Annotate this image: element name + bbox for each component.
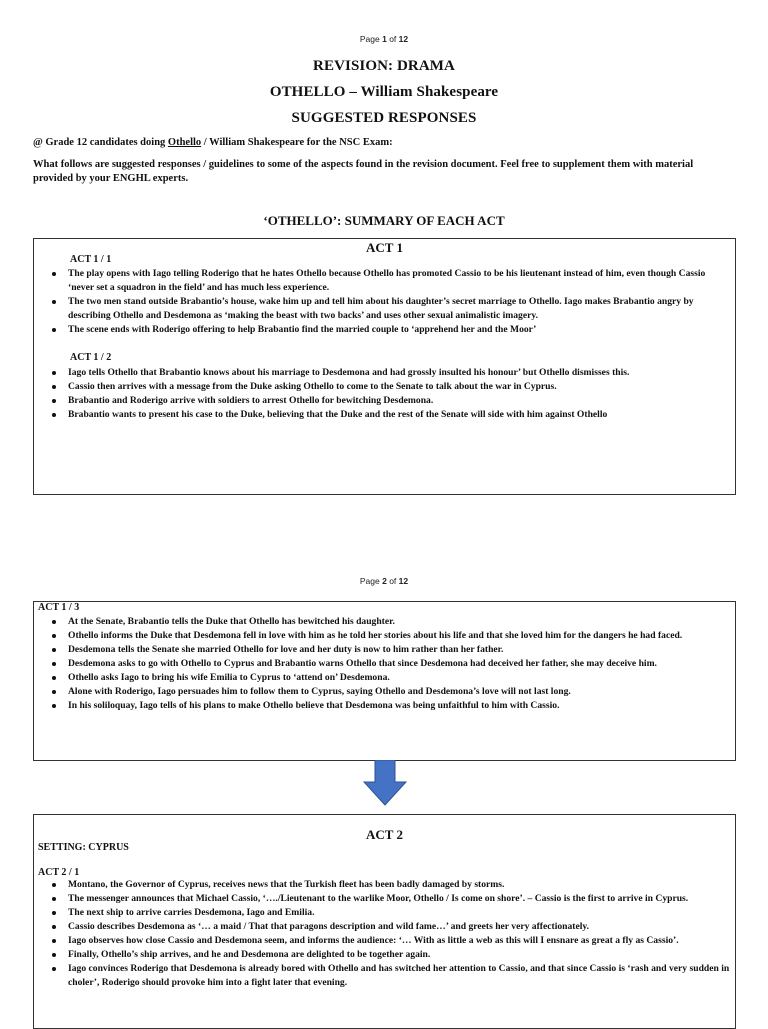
scene-1-1-list: [34, 267, 730, 337]
list-item: At the Senate, Brabantio tells the Duke that Othello has bewitched his daughter.: [34, 615, 730, 629]
summary-heading: ‘OTHELLO’: SUMMARY OF EACH ACT: [263, 213, 505, 228]
scene-label-1-3: ACT 1 / 3: [38, 602, 80, 613]
list-item: In his soliloquay, Iago tells of his plans to make Othello believe that Desdemona was being unfaithful to him with Cassio.: [34, 699, 730, 713]
act-2-box: [33, 814, 736, 1029]
scene-1-3-list: [34, 615, 730, 713]
list-item: The play opens with Iago telling Roderigo that he hates Othello because Othello has promoted Cassio to be his lieutenant instead of him, even though Cassio ‘never set a squadron in the field’ and has much less experience.: [34, 267, 730, 295]
play-title: OTHELLO – William Shakespeare: [269, 84, 499, 100]
act-2-heading: ACT 2: [366, 827, 403, 842]
list-item: Desdemona asks to go with Othello to Cyprus and Brabantio warns Othello that since Desdemona had deceived her father, she may deceive him.: [34, 657, 730, 671]
list-item: Iago tells Othello that Brabantio knows about his marriage to Desdemona and had grossly insulted his honour’ but Othello dismisses this.: [34, 366, 730, 380]
list-item: Brabantio and Roderigo arrive with soldiers to arrest Othello for bewitching Desdemona.: [34, 394, 730, 408]
act-1-3-box: [33, 601, 736, 761]
intro-line: @ Grade 12 candidates doing Othello / William Shakespeare for the NSC Exam:: [33, 137, 393, 148]
list-item: Finally, Othello’s ship arrives, and he and Desdemona are delighted to be together again.: [34, 948, 730, 962]
list-item: Brabantio wants to present his case to the Duke, believing that the Duke and the rest of the Senate will side with him against Othello: [34, 408, 730, 422]
list-item: The next ship to arrive carries Desdemona, Iago and Emilia.: [34, 906, 730, 920]
list-item: Iago observes how close Cassio and Desdemona seem, and informs the audience: ‘… With as little a web as this will I ensnare as great a fly as Cassio’.: [34, 934, 730, 948]
scene-label-2-1: ACT 2 / 1: [38, 867, 80, 878]
scene-label-1-1: ACT 1 / 1: [70, 254, 112, 265]
list-item: Othello informs the Duke that Desdemona fell in love with him as he told her stories about his life and that she loved him for the dangers he had faced.: [34, 629, 730, 643]
setting-label: SETTING: CYPRUS: [38, 842, 129, 853]
page-number-2: Page 2 of 12: [359, 576, 409, 586]
list-item: The two men stand outside Brabantio’s house, wake him up and tell him about his daughter’s secret marriage to Othello. Iago makes Brabantio angry by describing Othello and Desdemona as ‘making the beast with two backs’ and uses other sexual animalistic imagery.: [34, 295, 730, 323]
list-item: Montano, the Governor of Cyprus, receives news that the Turkish fleet has been badly damaged by storms.: [34, 878, 730, 892]
list-item: Desdemona tells the Senate she married Othello for love and her duty is now to him rather than her father.: [34, 643, 730, 657]
list-item: Alone with Roderigo, Iago persuades him to follow them to Cyprus, saying Othello and Desdemona’s love will not last long.: [34, 685, 730, 699]
list-item: The scene ends with Roderigo offering to help Brabantio find the married couple to ‘apprehend her and the Moor’: [34, 323, 730, 337]
intro-paragraph: What follows are suggested responses / guidelines to some of the aspects found in the revision document. Feel free to supplement them with material provided by your ENGHL experts.: [33, 159, 694, 184]
act-1-heading: ACT 1: [366, 240, 403, 255]
list-item: The messenger announces that Michael Cassio, ‘…./Lieutenant to the warlike Moor, Othello / Is come on shore’. – Cassio is the first to arrive in Cyprus.: [34, 892, 730, 906]
scene-1-2-list: [34, 366, 730, 422]
down-arrow-icon: [363, 760, 407, 806]
document-title: REVISION: DRAMA: [313, 58, 455, 74]
list-item: Iago convinces Roderigo that Desdemona is already bored with Othello and has switched her attention to Cassio, and that since Cassio is ‘rash and very sudden in choler’, Roderigo should provoke him into a fight later that evening.: [34, 962, 730, 990]
scene-label-1-2: ACT 1 / 2: [70, 352, 112, 363]
act-1-box: [33, 238, 736, 495]
page-number-1: Page 1 of 12: [359, 34, 409, 44]
scene-2-1-list: [34, 878, 730, 990]
list-item: Cassio then arrives with a message from the Duke asking Othello to come to the Senate to talk about the war in Cyprus.: [34, 380, 730, 394]
subtitle: SUGGESTED RESPONSES: [291, 110, 477, 126]
list-item: Cassio describes Desdemona as ‘… a maid / That that paragons description and wild fame…’ and greets her very affectionately.: [34, 920, 730, 934]
list-item: Othello asks Iago to bring his wife Emilia to Cyprus to ‘attend on’ Desdemona.: [34, 671, 730, 685]
